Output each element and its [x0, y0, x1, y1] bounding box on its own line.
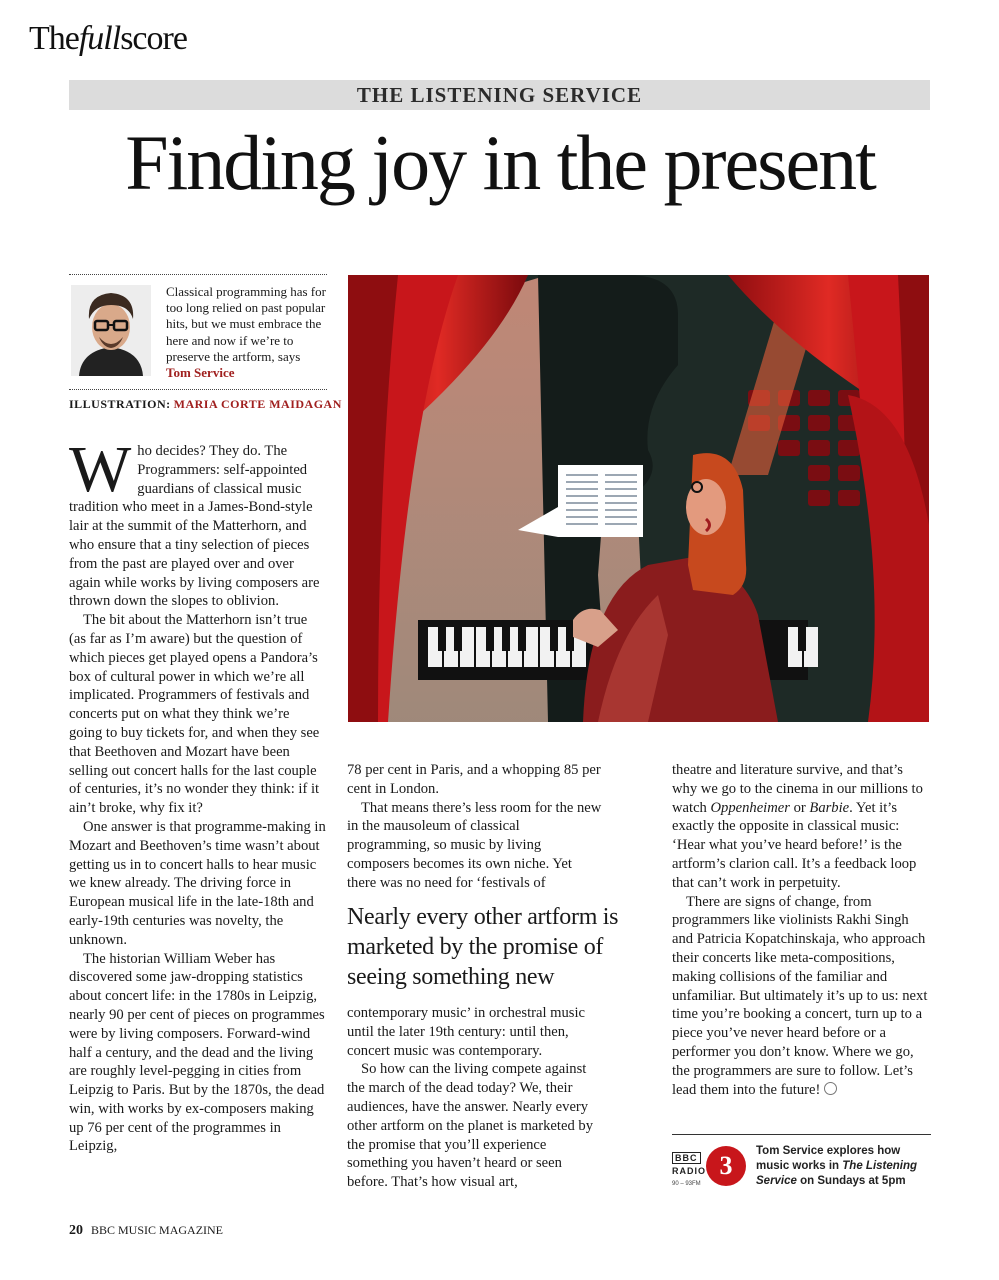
radio3-icon: 3 [706, 1146, 746, 1186]
divider [69, 389, 327, 390]
paragraph: That means there’s less room for the new in the mausoleum of classical programming, so music by living composers becomes its own niche. Yet there was no need for ‘festivals of [347, 799, 602, 891]
end-mark-icon [824, 1082, 837, 1095]
author-name: Tom Service [166, 365, 235, 381]
divider [69, 274, 327, 275]
folio: 20 BBC MUSIC MAGAZINE [69, 1223, 224, 1238]
paragraph: So how can the living compete against the march of the dead today? We, their audiences, have the answer. Nearly every other artform on the planet is marketed by the promise that you’ll experience something you haven’t heard or seen before. That’s how visual art, [347, 1061, 593, 1191]
frequency-label: 90 – 93FM [672, 1181, 701, 1187]
section-label: THE LISTENING SERVICE [69, 80, 930, 110]
illustration-credit: ILLUSTRATION: MARIA CORTE MAIDAGAN [69, 397, 342, 411]
body-column-2-bottom [347, 1004, 604, 1192]
paragraph: Who decides? They do. The Programmers: self-appointed guardians of classical music tradition who meet in a James-Bond-style lair at the summit of the Matterhorn, and who ensure that a tiny selection of pieces from the past are played over and over again while works by living composers are thrown down the slopes to oblivion. [69, 433, 320, 610]
body-column-3 [672, 761, 931, 1099]
body-column-1 [69, 433, 326, 1156]
author-photo [71, 285, 151, 376]
body-column-2-top [347, 761, 604, 893]
paragraph: The historian William Weber has discovered some jaw-dropping statistics about concert life: in the 1780s in Leipzig, nearly 90 per cent of pieces on programmes were by living composers. Forward-wind half a century, and the dead and the living are roughly level-pegging in cities from Leipzig to Paris. But by the 1870s, the dead win, with works by ex-composers making up 76 per cent of the programmes in Leipzig, [69, 950, 325, 1155]
paragraph: One answer is that programme-making in Mozart and Beethoven’s time wasn’t about getting us in to concert halls to hear music we knew already. The driving force in European musical life in the late-18th and early-19th centuries was novelty, the unknown. [69, 818, 326, 948]
masthead-logo: Thefullscore [29, 20, 187, 57]
divider [672, 1134, 931, 1135]
paragraph: The bit about the Matterhorn isn’t true (as far as I’m aware) but the question of which pieces get played opens a Pandora’s box of cultural power in which we’re all implicated. Programmers of festivals and concerts put on what they think we’re going to buy tickets for, and when they see that Beethoven and Mozart have been selling out concert halls for the last couple of centuries, it’s no wonder they think: if it ain’t broke, why fix it? [69, 612, 320, 817]
drop-cap: W [69, 433, 132, 506]
headline: Finding joy in the present [125, 119, 875, 206]
broadcast-note: Tom Service explores how music works in The Listening Service on Sundays at 5pm [756, 1145, 918, 1187]
paragraph: There are signs of change, from programmers like violinists Rakhi Singh and Patricia Kopatchinskaja, who approach their concerts like meta-compositions, making collisions of the familiar and unfamiliar. But ultimately it’s up to us: next time you’re booking a concert, turn up to a piece you’ve never heard before or a performer you don’t know. Where we go, the programmers are sure to follow. Let’s lead them into the future! [672, 893, 928, 1098]
standfirst: Classical programming has for too long relied on past popular hits, but we must embrace the here and now if we’re to preserve the artform, says Tom Service [166, 284, 326, 381]
pull-quote: Nearly every other artform is marketed by the promise of seeing something new [347, 904, 619, 990]
paragraph: 78 per cent in Paris, and a whopping 85 per cent in London. [347, 762, 601, 797]
paragraph: theatre and literature survive, and that’s why we go to the cinema in our millions to watch Oppenheimer or Barbie. Yet it’s exactly the opposite in classical music: ‘Hear what you’ve heard before!’ is the artform’s clarion call. It’s a feedback loop that can’t work in perpetuity. [672, 762, 923, 891]
paragraph: contemporary music’ in orchestral music until the later 19th century: until then, concert music was contemporary. [347, 1005, 586, 1059]
hero-illustration [348, 275, 929, 722]
bbc-radio-logo: BBC RADIO [672, 1153, 706, 1176]
